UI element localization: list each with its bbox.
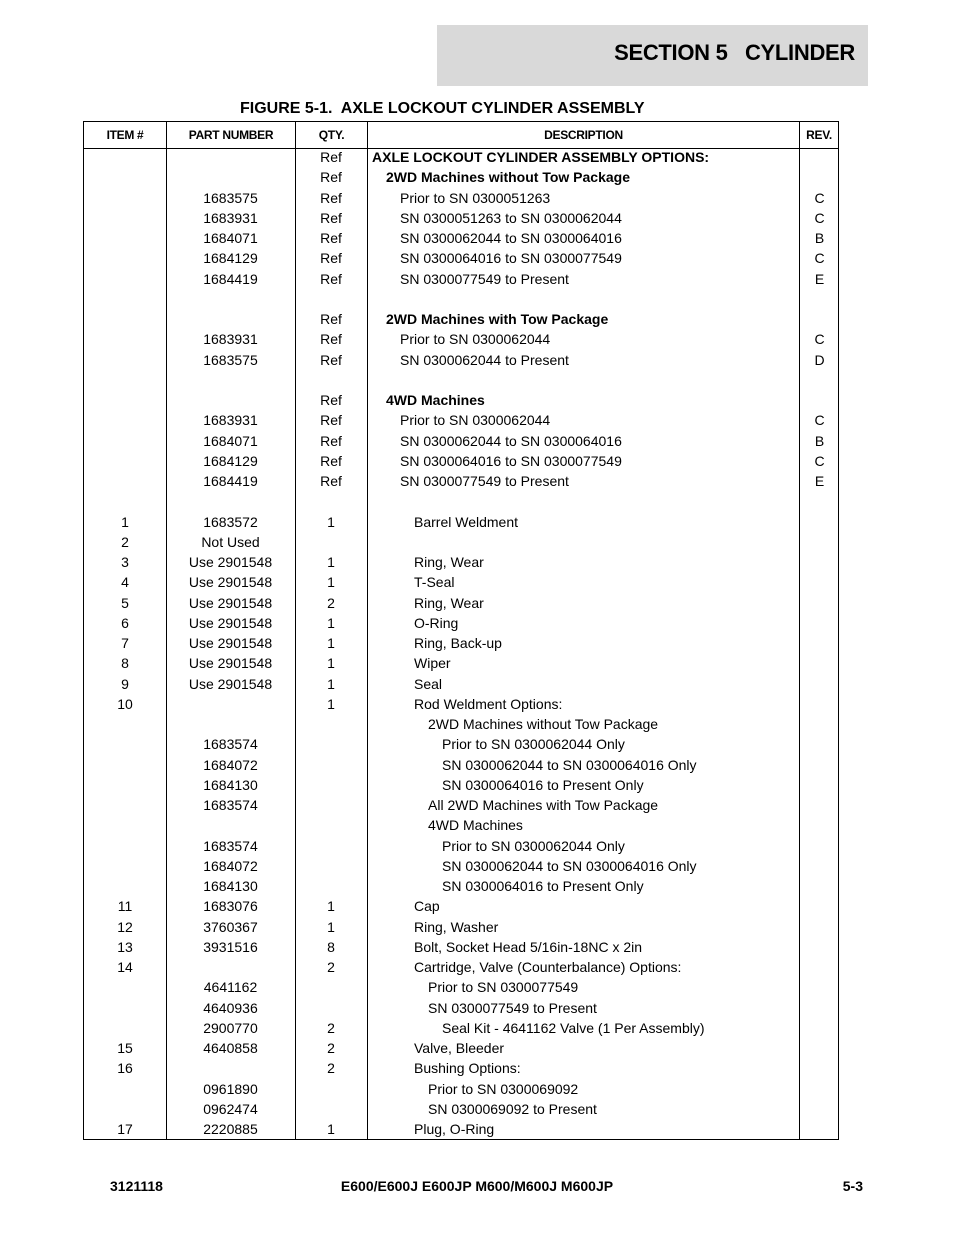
table-row — [0, 593, 954, 613]
description: Prior to SN 0300069092 — [428, 1080, 579, 1097]
table-row — [0, 147, 954, 167]
table-row — [0, 998, 954, 1018]
description: 2WD Machines without Tow Package — [428, 716, 659, 732]
description: SN 0300062044 to Present — [400, 351, 569, 368]
description: SN 0300077549 to Present — [428, 999, 597, 1016]
table-row — [0, 856, 954, 876]
description: Wiper — [414, 655, 451, 672]
table-row — [0, 1079, 954, 1099]
table-row — [0, 431, 954, 451]
part-number: 1683931 — [203, 412, 258, 429]
part-number: 1683572 — [203, 513, 258, 530]
description: T-Seal — [414, 574, 455, 591]
quantity: Ref — [320, 412, 342, 429]
part-number: 1684129 — [203, 452, 258, 469]
part-number: 1683076 — [203, 898, 258, 915]
description: All 2WD Machines with Tow Package — [428, 797, 659, 813]
part-number: 4640936 — [203, 999, 258, 1016]
item-number: 6 — [121, 614, 129, 631]
quantity: Ref — [320, 230, 342, 246]
revision: B — [814, 230, 825, 246]
item-number: 5 — [121, 594, 129, 611]
section-title: SECTION 5 CYLINDER — [614, 40, 855, 65]
part-number: 2900770 — [203, 1019, 258, 1036]
description: Seal Kit - 4641162 Valve (1 Per Assembly) — [442, 1019, 705, 1036]
item-number: 3 — [121, 554, 129, 570]
table-row — [0, 714, 954, 734]
part-number: 1684071 — [203, 230, 258, 246]
description: Bolt, Socket Head 5/16in-18NC x 2in — [414, 938, 643, 955]
part-number: 1683931 — [203, 209, 258, 226]
item-number: 9 — [121, 675, 129, 692]
quantity: 1 — [327, 918, 335, 935]
revision: B — [814, 432, 825, 449]
quantity: 1 — [327, 655, 335, 672]
table-row — [0, 734, 954, 754]
item-number: 1 — [121, 513, 129, 530]
description: SN 0300051263 to SN 0300062044 — [400, 209, 622, 226]
quantity: 2 — [327, 594, 335, 611]
table-row — [0, 1099, 954, 1119]
part-number: 1684130 — [203, 878, 258, 894]
part-number: 1684072 — [203, 857, 258, 874]
column-header-item: ITEM # — [106, 128, 144, 142]
description: 4WD Machines — [386, 392, 485, 408]
table-row — [0, 977, 954, 997]
quantity: Ref — [320, 473, 342, 489]
description: SN 0300077549 to Present — [400, 473, 569, 489]
table-row — [0, 552, 954, 572]
quantity: 8 — [327, 938, 335, 955]
quantity: 1 — [327, 554, 335, 570]
quantity: 1 — [327, 1121, 335, 1137]
description: Prior to SN 0300077549 — [428, 979, 579, 996]
part-number: Use 2901548 — [188, 614, 273, 631]
part-number: Use 2901548 — [188, 675, 273, 692]
figure-title: FIGURE 5-1. AXLE LOCKOUT CYLINDER ASSEMBLY — [240, 100, 645, 117]
table-row — [0, 329, 954, 349]
table-row — [0, 775, 954, 795]
description: Seal — [414, 675, 443, 692]
part-number: 2220885 — [203, 1121, 258, 1137]
description: Plug, O-Ring — [414, 1121, 495, 1137]
description: Ring, Wear — [414, 554, 484, 570]
description: Rod Weldment Options: — [414, 695, 563, 712]
table-body — [0, 147, 954, 1139]
table-row — [0, 390, 954, 410]
description: Ring, Wear — [414, 594, 484, 611]
table-row — [0, 350, 954, 370]
description: 2WD Machines without Tow Package — [386, 169, 631, 186]
column-header-part-number: PART NUMBER — [188, 128, 274, 142]
table-row — [0, 653, 954, 673]
section-header — [437, 25, 868, 86]
quantity: 1 — [327, 574, 335, 591]
quantity: Ref — [320, 169, 342, 186]
quantity: Ref — [320, 270, 342, 287]
part-number: 1684419 — [203, 473, 258, 489]
description: Bushing Options: — [414, 1060, 521, 1077]
quantity: Ref — [320, 432, 342, 449]
table-row — [0, 694, 954, 714]
part-number: 3760367 — [203, 918, 258, 935]
table-row — [0, 167, 954, 187]
description: Cap — [414, 898, 440, 915]
part-number: 1684071 — [203, 432, 258, 449]
quantity: 2 — [327, 959, 335, 975]
item-number: 13 — [117, 938, 133, 955]
table-row — [0, 957, 954, 977]
item-number: 4 — [121, 574, 129, 591]
part-number: Use 2901548 — [188, 635, 273, 651]
description: Valve, Bleeder — [414, 1040, 505, 1056]
part-number: 3931516 — [203, 938, 258, 955]
part-number: Not Used — [201, 533, 260, 550]
quantity: 1 — [327, 898, 335, 915]
table-row — [0, 1038, 954, 1058]
description: Prior to SN 0300062044 — [400, 412, 551, 429]
table-row — [0, 937, 954, 957]
table-row — [0, 248, 954, 268]
column-header-description: DESCRIPTION — [544, 128, 623, 142]
description: SN 0300062044 to SN 0300064016 — [400, 230, 622, 246]
description: SN 0300062044 to SN 0300064016 — [400, 432, 622, 449]
table-row — [0, 836, 954, 856]
quantity: 1 — [327, 695, 335, 712]
description: 4WD Machines — [428, 817, 523, 834]
part-number: Use 2901548 — [188, 574, 273, 591]
quantity: 1 — [327, 513, 335, 530]
description: Prior to SN 0300062044 — [400, 331, 551, 348]
description: Cartridge, Valve (Counterbalance) Options: — [414, 959, 682, 975]
table-row — [0, 208, 954, 228]
part-number: Use 2901548 — [188, 594, 273, 611]
table-row — [0, 795, 954, 815]
footer-models: E600/E600J E600JP M600/M600J M600JP — [340, 1178, 614, 1194]
table-row — [0, 471, 954, 491]
table-row — [0, 633, 954, 653]
description: Barrel Weldment — [414, 513, 519, 530]
table-row — [0, 188, 954, 208]
part-number: 1684130 — [203, 776, 258, 793]
part-number: 1683574 — [203, 837, 258, 854]
revision: C — [814, 452, 825, 469]
description: SN 0300069092 to Present — [428, 1100, 597, 1117]
revision: C — [814, 250, 825, 267]
revision: E — [814, 270, 825, 287]
footer-document-number: 3121118 — [110, 1178, 163, 1194]
description: SN 0300064016 to Present Only — [442, 776, 644, 793]
part-number: 0961890 — [203, 1080, 258, 1097]
part-number: 1684072 — [203, 756, 258, 773]
quantity: Ref — [320, 311, 342, 327]
table-row — [0, 613, 954, 633]
part-number: 4641162 — [203, 979, 258, 996]
part-number: Use 2901548 — [188, 554, 273, 570]
item-number: 2 — [121, 533, 129, 550]
table-row — [0, 917, 954, 937]
quantity: Ref — [320, 250, 342, 267]
description: Ring, Washer — [414, 918, 499, 935]
table-row — [0, 572, 954, 592]
table-row — [0, 512, 954, 532]
item-number: 10 — [117, 695, 133, 712]
description: SN 0300064016 to SN 0300077549 — [400, 452, 622, 469]
item-number: 12 — [117, 918, 133, 935]
description: SN 0300062044 to SN 0300064016 Only — [442, 857, 697, 874]
table-row — [0, 370, 954, 390]
part-number: 1683574 — [203, 797, 258, 813]
table-row — [0, 1119, 954, 1139]
table-row — [0, 410, 954, 430]
quantity: 2 — [327, 1060, 335, 1077]
table-row — [0, 228, 954, 248]
table-row — [0, 755, 954, 775]
quantity: Ref — [320, 209, 342, 226]
description: SN 0300077549 to Present — [400, 270, 569, 287]
revision: C — [814, 331, 825, 348]
description: SN 0300064016 to SN 0300077549 — [400, 250, 622, 267]
column-header-qty: QTY. — [318, 128, 345, 142]
table-row — [0, 451, 954, 471]
quantity: Ref — [320, 452, 342, 469]
quantity: Ref — [320, 189, 342, 206]
table-row — [0, 1018, 954, 1038]
item-number: 15 — [117, 1040, 133, 1056]
description: 2WD Machines with Tow Package — [386, 311, 609, 327]
description: Prior to SN 0300062044 Only — [442, 736, 625, 753]
table-row — [0, 876, 954, 896]
quantity: 2 — [327, 1040, 335, 1056]
description: SN 0300062044 to SN 0300064016 Only — [442, 756, 697, 773]
revision: E — [814, 473, 825, 489]
quantity: 1 — [327, 614, 335, 631]
quantity: 1 — [327, 675, 335, 692]
table-row — [0, 269, 954, 289]
description: Prior to SN 0300051263 — [400, 189, 551, 206]
part-number: 1684419 — [203, 270, 258, 287]
quantity: 2 — [327, 1019, 335, 1036]
footer-page-number: 5-3 — [842, 1178, 863, 1194]
column-header-rev: REV. — [806, 128, 832, 142]
quantity: 1 — [327, 635, 335, 651]
table-row — [0, 532, 954, 552]
part-number: 1683575 — [203, 351, 258, 368]
revision: C — [814, 412, 825, 429]
part-number: 1683931 — [203, 331, 258, 348]
table-row — [0, 815, 954, 835]
part-number: 1683575 — [203, 189, 258, 206]
item-number: 7 — [121, 635, 129, 651]
table-row — [0, 896, 954, 916]
description: Prior to SN 0300062044 Only — [442, 837, 625, 854]
table-row — [0, 309, 954, 329]
description: SN 0300064016 to Present Only — [442, 878, 644, 894]
table-row — [0, 1058, 954, 1078]
item-number: 14 — [117, 959, 133, 975]
table-row — [0, 289, 954, 309]
revision: C — [814, 209, 825, 226]
description: AXLE LOCKOUT CYLINDER ASSEMBLY OPTIONS: — [372, 149, 710, 165]
part-number: 0962474 — [203, 1100, 258, 1117]
table-row — [0, 674, 954, 694]
part-number: 1684129 — [203, 250, 258, 267]
description: Ring, Back-up — [414, 635, 502, 651]
quantity: Ref — [320, 331, 342, 348]
quantity: Ref — [320, 351, 342, 368]
revision: D — [814, 351, 825, 368]
description: O-Ring — [414, 614, 459, 631]
item-number: 11 — [117, 898, 133, 915]
part-number: 1683574 — [203, 736, 258, 753]
item-number: 8 — [121, 655, 129, 672]
item-number: 16 — [117, 1060, 133, 1077]
part-number: 4640858 — [203, 1040, 258, 1056]
part-number: Use 2901548 — [188, 655, 273, 672]
item-number: 17 — [117, 1121, 133, 1137]
table-row — [0, 491, 954, 511]
quantity: Ref — [320, 149, 342, 165]
revision: C — [814, 189, 825, 206]
quantity: Ref — [320, 392, 342, 408]
